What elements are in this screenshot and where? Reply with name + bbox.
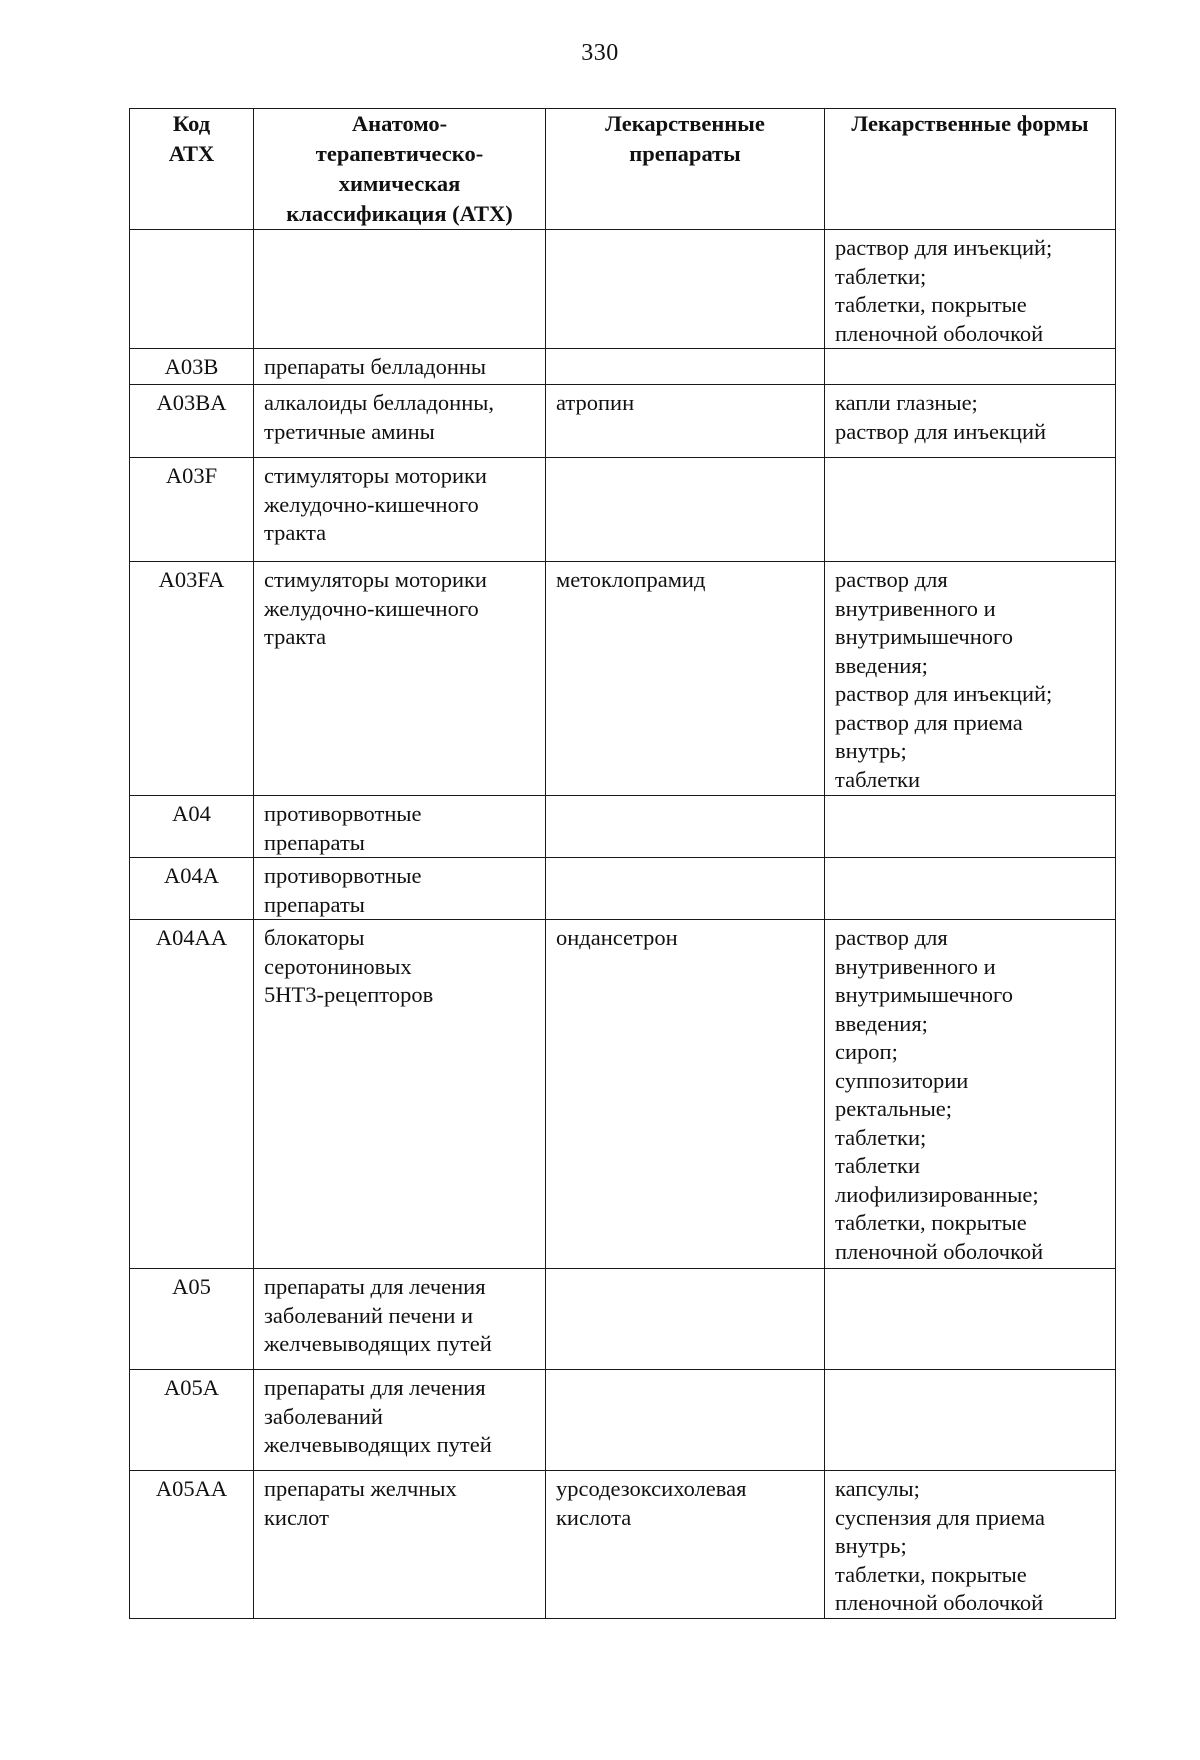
cell-atx-code: A03BA	[130, 385, 254, 458]
cell-drugs	[546, 349, 825, 385]
cell-atx-code: A03F	[130, 458, 254, 562]
table-row	[130, 562, 1116, 796]
cell-dosage-forms: раствор для инъекций; таблетки; таблетки, покрытые пленочной оболочкой	[825, 230, 1116, 349]
table-row	[130, 458, 1116, 562]
header-drugs: Лекарственные препараты	[546, 109, 825, 230]
cell-atx-code: A05AA	[130, 1471, 254, 1619]
cell-drugs: метоклопрамид	[546, 562, 825, 796]
cell-dosage-forms: раствор для внутривенного и внутримышечного введения; сироп; суппозитории ректальные; таблетки; таблетки лиофилизированные; таблетки, покрытые пленочной оболочкой	[825, 920, 1116, 1269]
cell-dosage-forms: раствор для внутривенного и внутримышечного введения; раствор для инъекций; раствор для приема внутрь; таблетки	[825, 562, 1116, 796]
table-header-row	[130, 109, 1116, 230]
cell-drugs	[546, 858, 825, 920]
cell-atx-code: A04	[130, 796, 254, 858]
cell-dosage-forms	[825, 458, 1116, 562]
cell-atx-code	[130, 230, 254, 349]
cell-drugs	[546, 230, 825, 349]
atx-classification-table	[129, 108, 1116, 1619]
page-number: 330	[581, 40, 619, 66]
cell-atx-code: A03FA	[130, 562, 254, 796]
cell-drugs	[546, 796, 825, 858]
table-row	[130, 1269, 1116, 1370]
cell-drugs	[546, 458, 825, 562]
cell-classification: стимуляторы моторики желудочно-кишечного тракта	[254, 562, 546, 796]
cell-classification: алкалоиды белладонны, третичные амины	[254, 385, 546, 458]
table-row	[130, 230, 1116, 349]
table-row	[130, 796, 1116, 858]
cell-classification: препараты для лечения заболеваний желчевыводящих путей	[254, 1370, 546, 1471]
cell-dosage-forms	[825, 1269, 1116, 1370]
cell-classification: препараты белладонны	[254, 349, 546, 385]
table-row	[130, 349, 1116, 385]
table-row	[130, 920, 1116, 1269]
cell-atx-code: A03B	[130, 349, 254, 385]
header-classification: Анатомо- терапевтическо- химическая классификация (АТХ)	[254, 109, 546, 230]
cell-drugs: атропин	[546, 385, 825, 458]
cell-drugs: урсодезоксихолевая кислота	[546, 1471, 825, 1619]
cell-drugs: ондансетрон	[546, 920, 825, 1269]
cell-dosage-forms: капли глазные; раствор для инъекций	[825, 385, 1116, 458]
cell-drugs	[546, 1370, 825, 1471]
table-row	[130, 1471, 1116, 1619]
cell-classification: блокаторы серотониновых 5HT3-рецепторов	[254, 920, 546, 1269]
header-atx-code: Код АТХ	[130, 109, 254, 230]
cell-classification: противорвотные препараты	[254, 858, 546, 920]
cell-dosage-forms	[825, 796, 1116, 858]
table-row	[130, 858, 1116, 920]
cell-dosage-forms: капсулы; суспензия для приема внутрь; таблетки, покрытые пленочной оболочкой	[825, 1471, 1116, 1619]
cell-classification: препараты для лечения заболеваний печени и желчевыводящих путей	[254, 1269, 546, 1370]
header-dosage-forms: Лекарственные формы	[825, 109, 1116, 230]
cell-classification	[254, 230, 546, 349]
cell-atx-code: A05A	[130, 1370, 254, 1471]
table-row	[130, 1370, 1116, 1471]
cell-drugs	[546, 1269, 825, 1370]
cell-classification: стимуляторы моторики желудочно-кишечного тракта	[254, 458, 546, 562]
table-row	[130, 385, 1116, 458]
cell-dosage-forms	[825, 1370, 1116, 1471]
cell-atx-code: A04AA	[130, 920, 254, 1269]
cell-atx-code: A04A	[130, 858, 254, 920]
cell-atx-code: A05	[130, 1269, 254, 1370]
cell-dosage-forms	[825, 349, 1116, 385]
cell-classification: препараты желчных кислот	[254, 1471, 546, 1619]
cell-dosage-forms	[825, 858, 1116, 920]
cell-classification: противорвотные препараты	[254, 796, 546, 858]
